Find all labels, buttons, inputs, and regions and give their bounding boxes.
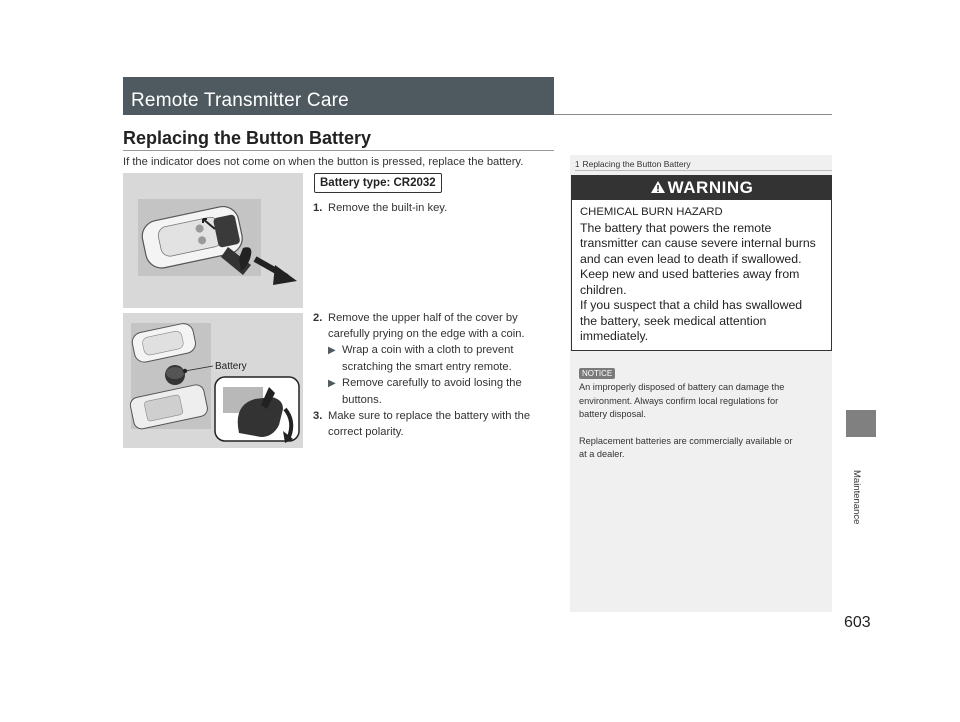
note-marker-icon: 1 (575, 160, 580, 169)
step-number: 3. (313, 410, 323, 422)
sub-bullet-icon: ▶ (328, 378, 336, 389)
warning-body (572, 200, 831, 345)
warning-triangle-icon (650, 180, 666, 194)
note-line: at a dealer. (579, 449, 625, 459)
side-note-divider (575, 170, 832, 171)
section-title: Remote Transmitter Care (123, 77, 554, 115)
figure-replace-battery (123, 313, 303, 448)
notice-line: environment. Always confirm local regulations for (579, 395, 779, 406)
banner-divider (554, 114, 832, 115)
substep-text: Wrap a coin with a cloth to prevent (342, 344, 514, 356)
step-text: Remove the upper half of the cover by (328, 312, 518, 324)
intro-text: If the indicator does not come on when the button is pressed, replace the battery. (123, 156, 524, 168)
chapter-label: Maintenance (851, 470, 862, 525)
warning-line: children. (580, 282, 627, 297)
remote-key-illustration (123, 173, 303, 308)
step-text: Remove the built-in key. (328, 202, 448, 214)
warning-header (572, 176, 831, 200)
figure-remove-key (123, 173, 303, 308)
battery-type-badge: Battery type: CR2032 (314, 173, 442, 193)
warning-line: Keep new and used batteries away from (580, 267, 800, 281)
battery-illustration (123, 313, 303, 448)
notice-badge: NOTICE (579, 368, 615, 379)
step-number: 1. (313, 202, 323, 214)
substep-text: buttons. (342, 394, 382, 406)
warning-line: If you suspect that a child has swallowed (580, 298, 803, 312)
step-1 (313, 200, 447, 216)
substep-text: Remove carefully to avoid losing the (342, 377, 522, 389)
chapter-tab (846, 410, 876, 437)
note-line: Replacement batteries are commercially available or (579, 435, 793, 446)
side-note-header: 1 Replacing the Button Battery (575, 159, 691, 169)
substep-text: scratching the smart entry remote. (342, 361, 512, 373)
notice-line: An improperly disposed of battery can damage the (579, 382, 785, 392)
step-number: 2. (313, 312, 323, 324)
warning-line: and can even lead to death if swallowed. (580, 251, 802, 266)
notice-text (579, 381, 824, 462)
step-text: carefully prying on the edge with a coin. (328, 328, 525, 340)
step-2 (313, 310, 530, 440)
subsection-title: Replacing the Button Battery (123, 128, 372, 148)
warning-line: immediately. (580, 329, 649, 343)
notice-line: battery disposal. (579, 409, 646, 419)
step-text: Make sure to replace the battery with the (328, 410, 531, 422)
battery-callout: Battery (215, 361, 247, 372)
warning-line: CHEMICAL BURN HAZARD (580, 206, 723, 218)
page-number: 603 (844, 614, 871, 631)
warning-box (571, 175, 832, 351)
warning-line: the battery, seek medical attention (580, 313, 767, 328)
warning-line: The battery that powers the remote (580, 220, 772, 235)
warning-line: transmitter can cause severe internal burns (580, 236, 816, 250)
warning-title: WARNING (667, 178, 754, 197)
subsection-divider (123, 150, 554, 151)
step-text: correct polarity. (328, 426, 404, 438)
sub-bullet-icon: ▶ (328, 345, 336, 356)
